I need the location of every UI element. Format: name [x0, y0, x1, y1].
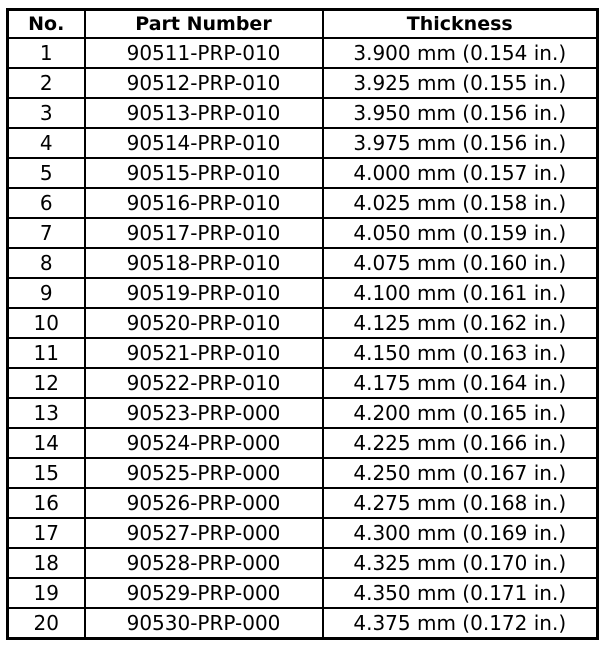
- table-row: [8, 338, 598, 368]
- header-thickness: Thickness: [323, 10, 598, 39]
- cell-part-number: 90516-PRP-010: [85, 188, 323, 218]
- table-row: [8, 218, 598, 248]
- table-row: [8, 578, 598, 608]
- cell-part-number: 90528-PRP-000: [85, 548, 323, 578]
- cell-thickness: 4.375 mm (0.172 in.): [323, 608, 598, 639]
- cell-thickness: 4.125 mm (0.162 in.): [323, 308, 598, 338]
- cell-part-number: 90529-PRP-000: [85, 578, 323, 608]
- table-row: [8, 368, 598, 398]
- cell-no: 4: [8, 128, 85, 158]
- cell-part-number: 90515-PRP-010: [85, 158, 323, 188]
- cell-thickness: 4.075 mm (0.160 in.): [323, 248, 598, 278]
- cell-part-number: 90524-PRP-000: [85, 428, 323, 458]
- cell-thickness: 4.025 mm (0.158 in.): [323, 188, 598, 218]
- cell-part-number: 90519-PRP-010: [85, 278, 323, 308]
- cell-no: 2: [8, 68, 85, 98]
- cell-part-number: 90511-PRP-010: [85, 38, 323, 68]
- cell-no: 20: [8, 608, 85, 639]
- cell-part-number: 90523-PRP-000: [85, 398, 323, 428]
- cell-no: 5: [8, 158, 85, 188]
- cell-thickness: 4.350 mm (0.171 in.): [323, 578, 598, 608]
- table-header-row: [8, 10, 598, 39]
- cell-part-number: 90530-PRP-000: [85, 608, 323, 639]
- cell-no: 11: [8, 338, 85, 368]
- cell-thickness: 4.000 mm (0.157 in.): [323, 158, 598, 188]
- cell-thickness: 3.950 mm (0.156 in.): [323, 98, 598, 128]
- header-no: No.: [8, 10, 85, 39]
- cell-part-number: 90512-PRP-010: [85, 68, 323, 98]
- cell-thickness: 4.050 mm (0.159 in.): [323, 218, 598, 248]
- table-row: [8, 608, 598, 639]
- cell-thickness: 4.100 mm (0.161 in.): [323, 278, 598, 308]
- table-row: [8, 98, 598, 128]
- cell-part-number: 90526-PRP-000: [85, 488, 323, 518]
- cell-part-number: 90517-PRP-010: [85, 218, 323, 248]
- cell-no: 14: [8, 428, 85, 458]
- cell-part-number: 90520-PRP-010: [85, 308, 323, 338]
- table-row: [8, 248, 598, 278]
- table-row: [8, 38, 598, 68]
- cell-thickness: 4.200 mm (0.165 in.): [323, 398, 598, 428]
- table-row: [8, 128, 598, 158]
- cell-no: 1: [8, 38, 85, 68]
- cell-no: 6: [8, 188, 85, 218]
- cell-no: 8: [8, 248, 85, 278]
- cell-no: 15: [8, 458, 85, 488]
- cell-part-number: 90518-PRP-010: [85, 248, 323, 278]
- cell-no: 7: [8, 218, 85, 248]
- cell-no: 18: [8, 548, 85, 578]
- cell-no: 17: [8, 518, 85, 548]
- cell-thickness: 3.900 mm (0.154 in.): [323, 38, 598, 68]
- table-row: [8, 398, 598, 428]
- cell-thickness: 4.300 mm (0.169 in.): [323, 518, 598, 548]
- cell-thickness: 4.225 mm (0.166 in.): [323, 428, 598, 458]
- cell-no: 16: [8, 488, 85, 518]
- cell-no: 19: [8, 578, 85, 608]
- cell-no: 9: [8, 278, 85, 308]
- table-row: [8, 488, 598, 518]
- cell-part-number: 90513-PRP-010: [85, 98, 323, 128]
- cell-thickness: 4.275 mm (0.168 in.): [323, 488, 598, 518]
- cell-thickness: 4.150 mm (0.163 in.): [323, 338, 598, 368]
- cell-no: 13: [8, 398, 85, 428]
- table-row: [8, 278, 598, 308]
- parts-thickness-table: [6, 8, 599, 640]
- parts-table-container: [6, 8, 599, 640]
- cell-thickness: 4.175 mm (0.164 in.): [323, 368, 598, 398]
- cell-thickness: 3.925 mm (0.155 in.): [323, 68, 598, 98]
- table-row: [8, 548, 598, 578]
- table-row: [8, 158, 598, 188]
- cell-no: 3: [8, 98, 85, 128]
- table-row: [8, 188, 598, 218]
- table-row: [8, 428, 598, 458]
- cell-part-number: 90514-PRP-010: [85, 128, 323, 158]
- cell-thickness: 4.325 mm (0.170 in.): [323, 548, 598, 578]
- cell-part-number: 90522-PRP-010: [85, 368, 323, 398]
- cell-part-number: 90521-PRP-010: [85, 338, 323, 368]
- table-row: [8, 458, 598, 488]
- cell-no: 12: [8, 368, 85, 398]
- cell-part-number: 90525-PRP-000: [85, 458, 323, 488]
- table-row: [8, 308, 598, 338]
- table-row: [8, 518, 598, 548]
- cell-no: 10: [8, 308, 85, 338]
- cell-thickness: 4.250 mm (0.167 in.): [323, 458, 598, 488]
- header-part-number: Part Number: [85, 10, 323, 39]
- cell-part-number: 90527-PRP-000: [85, 518, 323, 548]
- cell-thickness: 3.975 mm (0.156 in.): [323, 128, 598, 158]
- table-row: [8, 68, 598, 98]
